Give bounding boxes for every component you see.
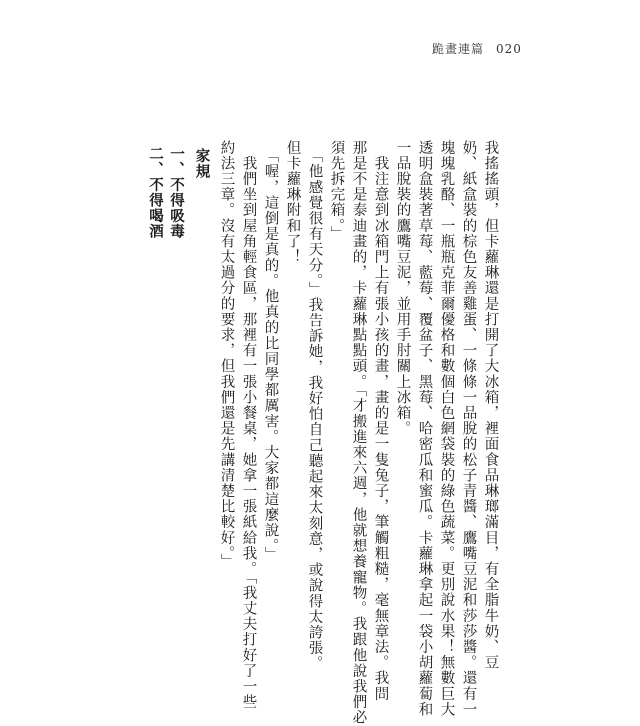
text-column: 「他感覺很有天分。」我告訴她，我好怕自己聽起來太刻意，或說得太誇張。 [306, 140, 323, 672]
text-column: 我們坐到屋角輕食區，那裡有一張小餐桌，她拿一張紙給我。「我丈夫打好了一些 [240, 140, 257, 710]
section-heading: 家規 [193, 148, 210, 180]
text-column: 「喔，這倒是真的。他真的比同學都厲害。大家都這麼說。」 [262, 140, 279, 563]
text-column: 那是不是泰迪畫的，卡蘿琳點點頭。「才搬進來六週，他就想養寵物。我跟他說我們必 [350, 140, 367, 726]
text-column: 塊塊乳酪、一瓶瓶克菲爾優格和數個白色網袋裝的綠色蔬菜。更別說水果！無數巨大 [438, 140, 455, 718]
rule-item: 二、不得喝酒 [147, 146, 163, 239]
text-column: 我搖搖頭，但卡蘿琳還是打開了大冰箱，裡面食品琳瑯滿目，有全脂牛奶、豆 [482, 140, 499, 671]
text-column: 一品脫裝的鷹嘴豆泥，並用手肘關上冰箱。 [394, 140, 411, 437]
text-column: 我注意到冰箱門上有張小孩的畫，畫的是一隻兔子，筆觸粗糙，毫無章法。我問 [372, 140, 389, 702]
text-column: 但卡蘿琳附和了！ [284, 140, 301, 265]
text-column: 奶、紙盒裝的棕色友善雞蛋、一條條一品脫的松子青醬、鷹嘴豆泥和莎莎醬。還有一 [460, 140, 477, 718]
header-title: 跪畫連篇 [432, 42, 485, 56]
running-header [432, 40, 522, 57]
text-column: 須先拆完箱。」 [328, 140, 345, 242]
rule-item: 一、不得吸毒 [168, 146, 184, 239]
text-column: 約法三章。沒有太過分的要求，但我們還是先講清楚比較好。」 [218, 140, 235, 570]
page-number: 020 [496, 42, 522, 56]
text-column: 透明盒裝著草莓、藍莓、覆盆子、黑莓、哈密瓜和蜜瓜。卡蘿琳拿起一袋小胡蘿蔔和 [416, 140, 433, 718]
